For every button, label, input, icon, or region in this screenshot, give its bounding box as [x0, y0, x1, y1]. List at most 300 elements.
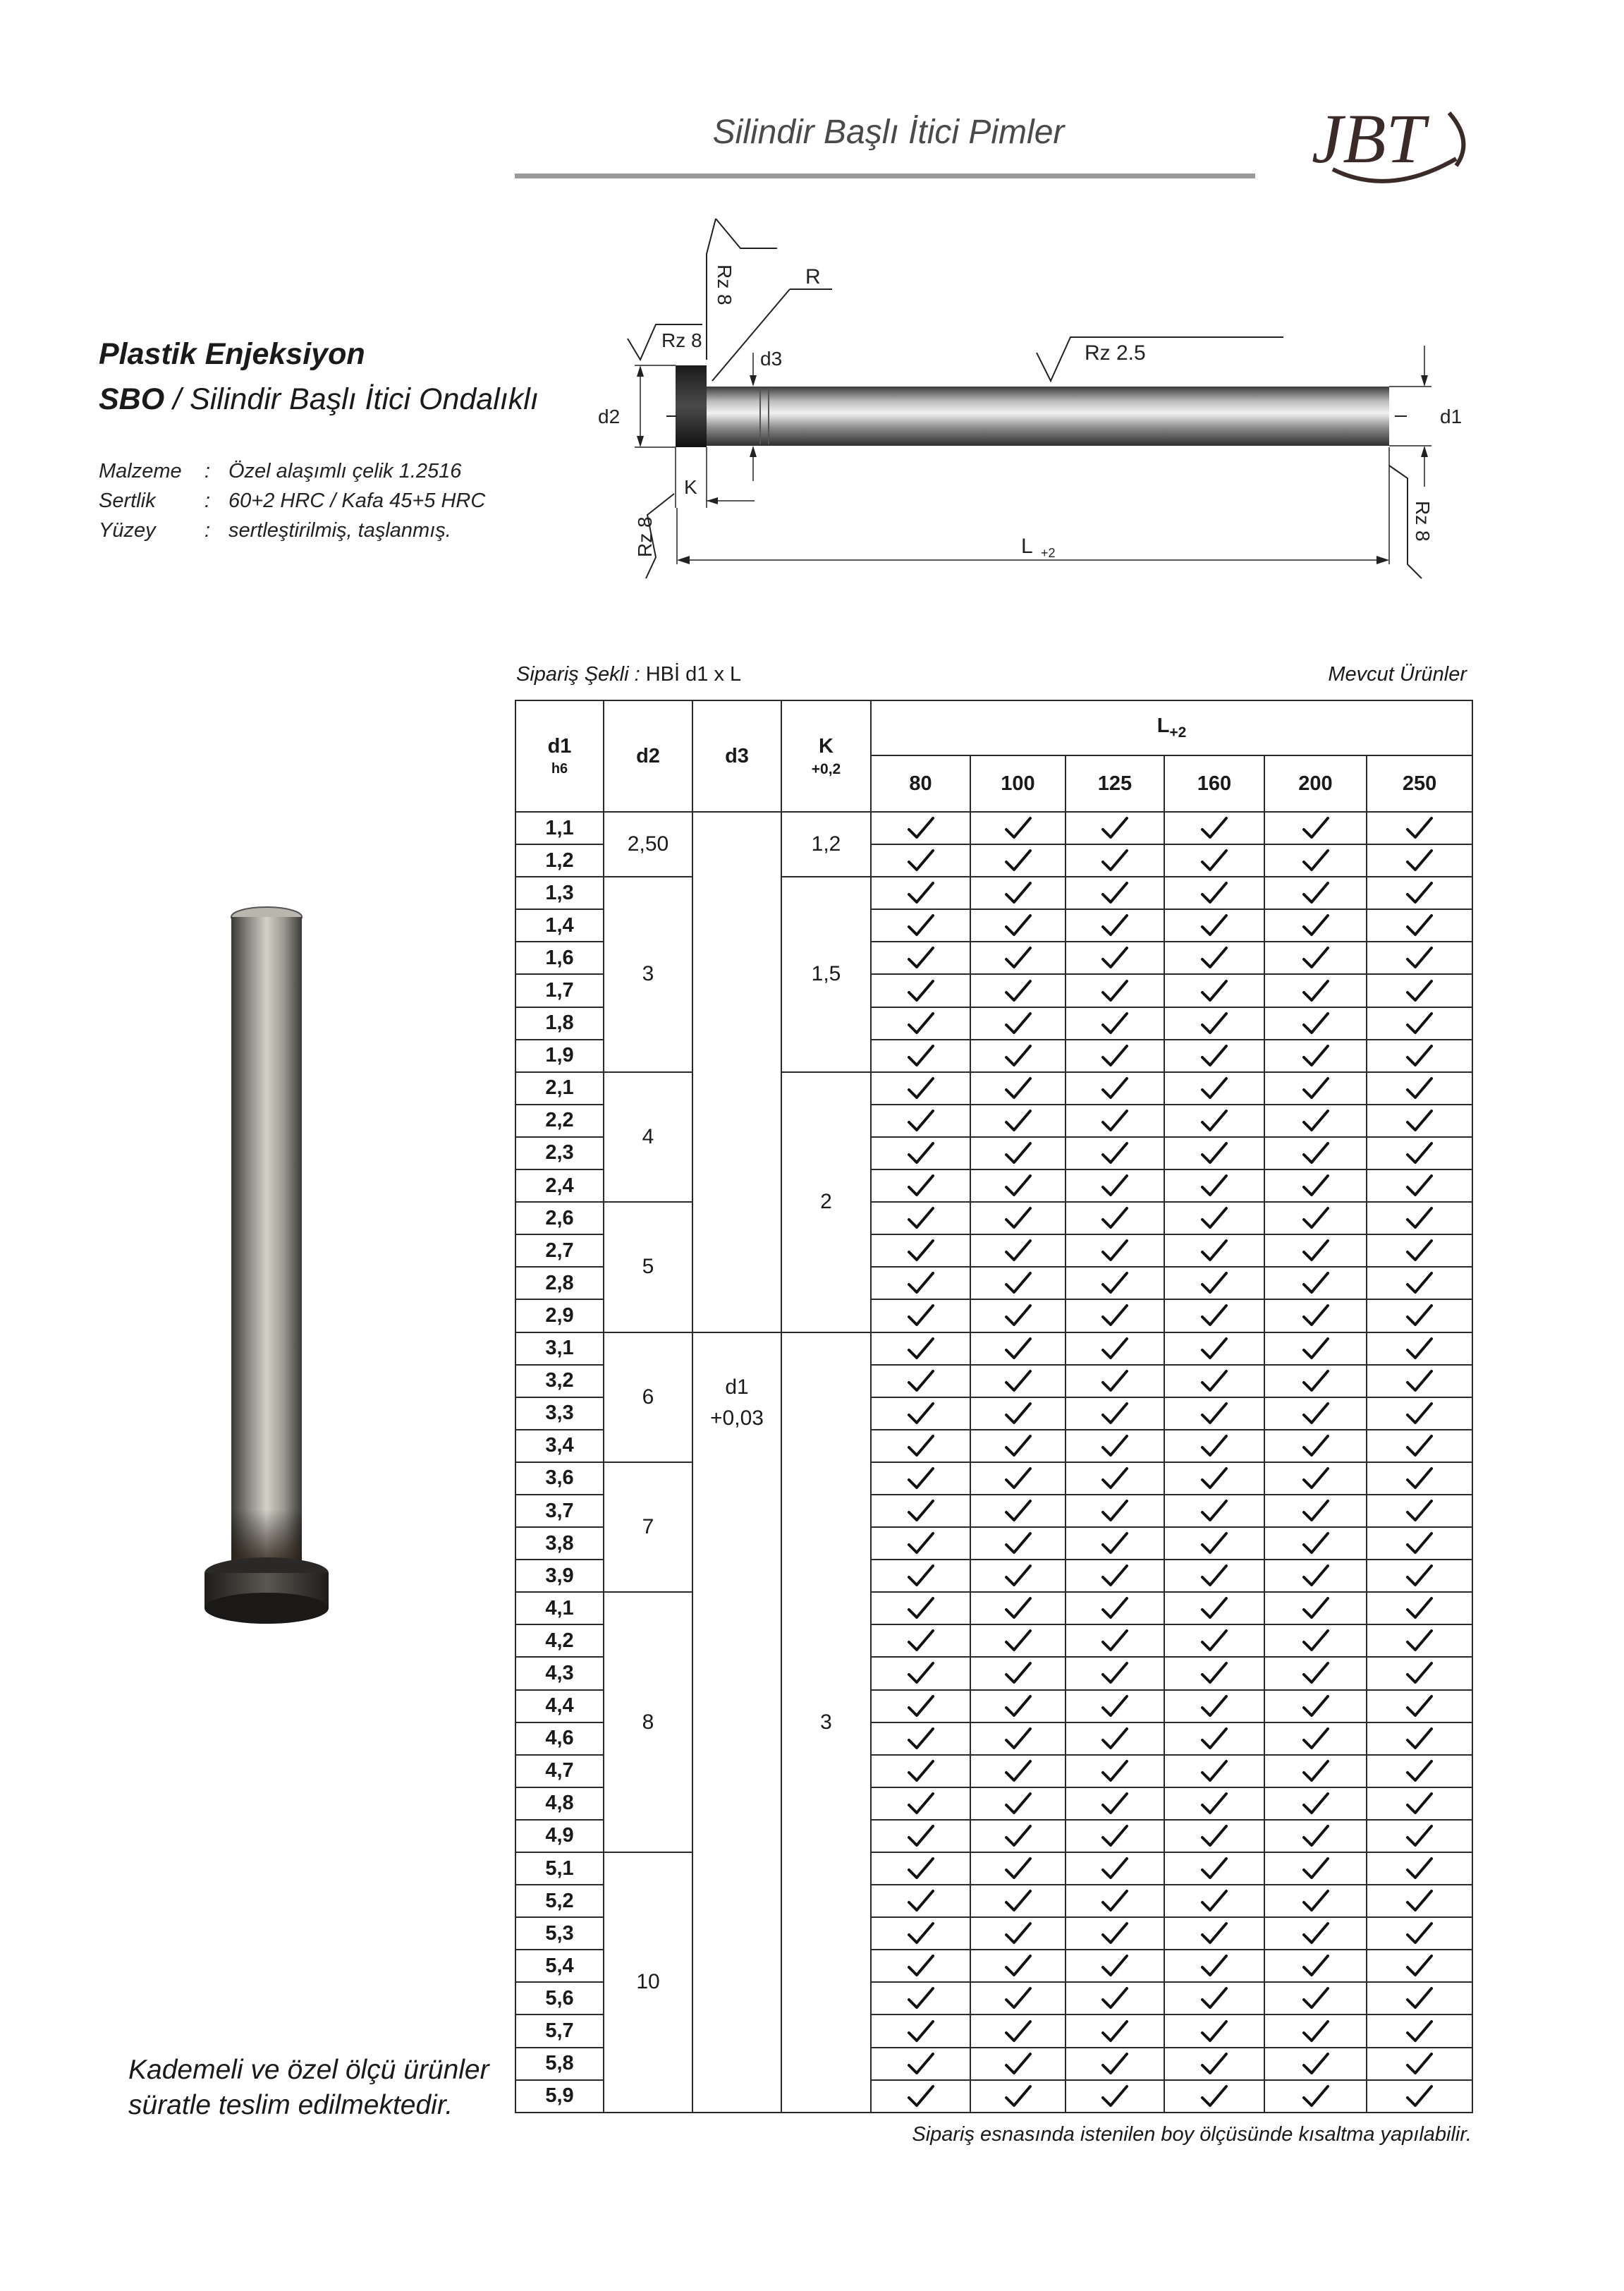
d1-value: 3,1 — [515, 1332, 604, 1365]
availability-cell-250 — [1367, 2080, 1472, 2113]
check-icon — [1004, 979, 1032, 1003]
availability-cell-80 — [871, 1430, 970, 1462]
check-icon — [1200, 849, 1228, 873]
availability-cell-100 — [970, 1787, 1066, 1820]
availability-cell-250 — [1367, 1495, 1472, 1527]
check-icon — [1302, 1402, 1330, 1426]
check-icon — [1004, 2052, 1032, 2076]
availability-cell-160 — [1164, 1105, 1264, 1137]
pin-head — [676, 365, 707, 447]
check-icon — [1405, 1044, 1434, 1068]
availability-cell-200 — [1264, 2015, 1367, 2047]
availability-cell-125 — [1066, 942, 1164, 974]
check-icon — [1004, 1337, 1032, 1361]
check-icon — [1004, 1661, 1032, 1685]
d1-value: 5,9 — [515, 2080, 604, 2113]
check-icon — [1405, 1304, 1434, 1327]
check-icon — [1302, 2019, 1330, 2043]
availability-cell-80 — [871, 1755, 970, 1787]
availability-cell-160 — [1164, 974, 1264, 1007]
d1-value: 3,2 — [515, 1365, 604, 1397]
d1-value: 4,1 — [515, 1592, 604, 1624]
availability-cell-160 — [1164, 1299, 1264, 1332]
availability-cell-200 — [1264, 844, 1367, 877]
d1-value: 1,8 — [515, 1007, 604, 1040]
availability-cell-200 — [1264, 1267, 1367, 1299]
availability-cell-80 — [871, 1657, 970, 1689]
check-icon — [1004, 1369, 1032, 1393]
promo-text — [128, 2053, 489, 2123]
check-icon — [907, 1141, 935, 1165]
availability-cell-125 — [1066, 1885, 1164, 1917]
d1-value: 5,4 — [515, 1950, 604, 1982]
check-icon — [1302, 1239, 1330, 1263]
rz-head-face: Rz 8 — [661, 329, 702, 351]
availability-cell-160 — [1164, 1332, 1264, 1365]
check-icon — [1302, 1174, 1330, 1198]
check-icon — [1101, 1694, 1129, 1718]
availability-cell-200 — [1264, 1365, 1367, 1397]
availability-cell-125 — [1066, 1852, 1164, 1885]
availability-cell-80 — [871, 2015, 970, 2047]
check-icon — [907, 1499, 935, 1523]
product-code: SBO — [99, 382, 165, 416]
d1-value: 1,2 — [515, 844, 604, 877]
check-icon — [907, 1206, 935, 1230]
availability-cell-200 — [1264, 1040, 1367, 1072]
check-icon — [1004, 1174, 1032, 1198]
availability-cell-80 — [871, 942, 970, 974]
check-icon — [1405, 1402, 1434, 1426]
availability-cell-125 — [1066, 1787, 1164, 1820]
check-icon — [1200, 1337, 1228, 1361]
d2-value: 3 — [604, 877, 692, 1072]
availability-cell-200 — [1264, 877, 1367, 909]
availability-cell-125 — [1066, 2048, 1164, 2080]
length-header-100: 100 — [970, 755, 1066, 812]
availability-cell-80 — [871, 1267, 970, 1299]
check-icon — [1004, 1986, 1032, 2010]
product-category: Plastik Enjeksiyon — [99, 337, 365, 371]
availability-cell-160 — [1164, 1040, 1264, 1072]
d1-value: 5,6 — [515, 1982, 604, 2015]
check-icon — [1101, 1466, 1129, 1490]
d1-value: 1,4 — [515, 909, 604, 942]
availability-cell-200 — [1264, 1982, 1367, 2015]
availability-cell-160 — [1164, 1202, 1264, 1234]
availability-cell-160 — [1164, 1592, 1264, 1624]
check-icon — [1405, 1109, 1434, 1133]
check-icon — [1302, 1727, 1330, 1751]
d1-value: 1,6 — [515, 942, 604, 974]
check-icon — [1405, 1174, 1434, 1198]
check-icon — [1302, 1531, 1330, 1555]
availability-cell-200 — [1264, 1852, 1367, 1885]
d1-value: 5,3 — [515, 1917, 604, 1950]
check-icon — [907, 1174, 935, 1198]
check-icon — [907, 1044, 935, 1068]
availability-cell-160 — [1164, 1527, 1264, 1560]
check-icon — [1004, 1076, 1032, 1100]
rz-bottom-left: Rz 8 — [634, 516, 656, 557]
check-icon — [1302, 1629, 1330, 1653]
availability-cell-160 — [1164, 844, 1264, 877]
k-value: 2 — [781, 1072, 871, 1332]
d2-value: 6 — [604, 1332, 692, 1462]
availability-cell-100 — [970, 1462, 1066, 1495]
check-icon — [1200, 1921, 1228, 1945]
availability-cell-200 — [1264, 1755, 1367, 1787]
availability-cell-200 — [1264, 812, 1367, 844]
check-icon — [1200, 2019, 1228, 2043]
availability-cell-200 — [1264, 1202, 1367, 1234]
availability-cell-160 — [1164, 1462, 1264, 1495]
availability-cell-250 — [1367, 1430, 1472, 1462]
check-icon — [1200, 1629, 1228, 1653]
check-icon — [907, 1304, 935, 1327]
d1-value: 2,9 — [515, 1299, 604, 1332]
availability-cell-160 — [1164, 1365, 1264, 1397]
d1-value: 3,7 — [515, 1495, 604, 1527]
availability-cell-250 — [1367, 812, 1472, 844]
check-icon — [1200, 1044, 1228, 1068]
availability-cell-100 — [970, 812, 1066, 844]
availability-cell-200 — [1264, 1950, 1367, 1982]
check-icon — [907, 1109, 935, 1133]
d1-value: 3,6 — [515, 1462, 604, 1495]
availability-cell-125 — [1066, 1950, 1164, 1982]
length-header-160: 160 — [1164, 755, 1264, 812]
availability-cell-125 — [1066, 909, 1164, 942]
check-icon — [1004, 1271, 1032, 1295]
d1-value: 5,7 — [515, 2015, 604, 2047]
check-icon — [1004, 1499, 1032, 1523]
availability-cell-125 — [1066, 1982, 1164, 2015]
availability-cell-125 — [1066, 1917, 1164, 1950]
availability-cell-160 — [1164, 942, 1264, 974]
promo-line-2: süratle teslim edilmektedir. — [128, 2090, 453, 2120]
availability-cell-80 — [871, 1462, 970, 1495]
availability-cell-200 — [1264, 2048, 1367, 2080]
check-icon — [1302, 1661, 1330, 1685]
availability-cell-160 — [1164, 1982, 1264, 2015]
check-icon — [1302, 1304, 1330, 1327]
availability-cell-160 — [1164, 1917, 1264, 1950]
d1-value: 5,8 — [515, 2048, 604, 2080]
availability-cell-160 — [1164, 1169, 1264, 1202]
header-divider — [515, 174, 1255, 178]
availability-cell-200 — [1264, 1624, 1367, 1657]
check-icon — [907, 979, 935, 1003]
check-icon — [1405, 1076, 1434, 1100]
check-icon — [1200, 1011, 1228, 1035]
check-icon — [1405, 1531, 1434, 1555]
availability-cell-250 — [1367, 1007, 1472, 1040]
d1-value: 4,4 — [515, 1690, 604, 1722]
check-icon — [907, 1857, 935, 1880]
dim-k: K — [684, 476, 697, 498]
check-icon — [907, 1954, 935, 1978]
check-icon — [907, 1889, 935, 1913]
d1-value: 2,3 — [515, 1137, 604, 1169]
check-icon — [1302, 913, 1330, 937]
dim-d1: d1 — [1440, 406, 1463, 427]
check-icon — [1101, 1792, 1129, 1816]
check-icon — [1405, 1271, 1434, 1295]
check-icon — [1302, 1792, 1330, 1816]
check-icon — [1200, 881, 1228, 905]
check-icon — [907, 1239, 935, 1263]
check-icon — [1101, 1661, 1129, 1685]
dim-d2: d2 — [598, 406, 621, 427]
availability-cell-125 — [1066, 1169, 1164, 1202]
availability-cell-100 — [970, 1430, 1066, 1462]
check-icon — [1101, 1531, 1129, 1555]
logo-text: JBT — [1312, 99, 1426, 178]
check-icon — [1200, 946, 1228, 970]
check-icon — [1200, 1434, 1228, 1458]
col-header-d1: d1 h6 — [515, 700, 604, 812]
check-icon — [1004, 1824, 1032, 1848]
availability-cell-125 — [1066, 844, 1164, 877]
availability-cell-100 — [970, 2015, 1066, 2047]
check-icon — [1200, 1109, 1228, 1133]
d1-value: 3,3 — [515, 1397, 604, 1430]
availability-cell-250 — [1367, 1169, 1472, 1202]
availability-cell-200 — [1264, 1690, 1367, 1722]
availability-cell-200 — [1264, 1592, 1367, 1624]
availability-cell-250 — [1367, 1202, 1472, 1234]
check-icon — [907, 1986, 935, 2010]
availability-cell-125 — [1066, 1527, 1164, 1560]
check-icon — [1101, 1759, 1129, 1783]
length-tolerance: +2 — [1169, 724, 1187, 741]
dim-d3: d3 — [760, 348, 783, 370]
availability-cell-80 — [871, 974, 970, 1007]
availability-cell-125 — [1066, 1462, 1164, 1495]
availability-cell-160 — [1164, 1722, 1264, 1755]
availability-cell-80 — [871, 1397, 970, 1430]
check-icon — [1302, 1369, 1330, 1393]
jbt-logo — [1305, 92, 1474, 198]
col-header-length: $L_{+2}$ — [871, 700, 1472, 755]
availability-cell-100 — [970, 1527, 1066, 1560]
check-icon — [1200, 1954, 1228, 1978]
check-icon — [1004, 1434, 1032, 1458]
check-icon — [1405, 2052, 1434, 2076]
check-icon — [1405, 1499, 1434, 1523]
check-icon — [1101, 1206, 1129, 1230]
availability-cell-125 — [1066, 2015, 1164, 2047]
availability-cell-80 — [871, 1299, 970, 1332]
availability-cell-160 — [1164, 1755, 1264, 1787]
check-icon — [1200, 1792, 1228, 1816]
available-products-label: Mevcut Ürünler — [1328, 663, 1467, 686]
availability-cell-160 — [1164, 1137, 1264, 1169]
availability-cell-125 — [1066, 1267, 1164, 1299]
availability-cell-250 — [1367, 1950, 1472, 1982]
check-icon — [1405, 1727, 1434, 1751]
availability-cell-100 — [970, 1917, 1066, 1950]
dim-length: L — [1021, 535, 1033, 558]
check-icon — [1101, 1727, 1129, 1751]
availability-cell-200 — [1264, 1885, 1367, 1917]
promo-line-1: Kademeli ve özel ölçü ürünler — [128, 2055, 489, 2085]
check-icon — [1004, 1141, 1032, 1165]
check-icon — [907, 1629, 935, 1653]
availability-cell-250 — [1367, 1234, 1472, 1267]
check-icon — [907, 1596, 935, 1620]
availability-cell-250 — [1367, 1917, 1472, 1950]
check-icon — [1405, 1921, 1434, 1945]
check-icon — [1302, 1141, 1330, 1165]
availability-cell-100 — [970, 1592, 1066, 1624]
availability-cell-80 — [871, 1690, 970, 1722]
availability-cell-125 — [1066, 1299, 1164, 1332]
d1-value: 5,2 — [515, 1885, 604, 1917]
availability-cell-250 — [1367, 1787, 1472, 1820]
check-icon — [1004, 2019, 1032, 2043]
availability-cell-250 — [1367, 1852, 1472, 1885]
check-icon — [907, 2084, 935, 2108]
check-icon — [1405, 1661, 1434, 1685]
rz-head-top: Rz 8 — [714, 265, 735, 305]
check-icon — [1302, 1011, 1330, 1035]
availability-cell-100 — [970, 974, 1066, 1007]
length-header-250: 250 — [1367, 755, 1472, 812]
check-icon — [907, 1759, 935, 1783]
check-icon — [1200, 1304, 1228, 1327]
availability-cell-200 — [1264, 1495, 1367, 1527]
check-icon — [1405, 1206, 1434, 1230]
check-icon — [1405, 1954, 1434, 1978]
availability-cell-100 — [970, 1560, 1066, 1592]
check-icon — [1101, 1857, 1129, 1880]
availability-cell-80 — [871, 1624, 970, 1657]
check-icon — [1004, 1889, 1032, 1913]
table-row — [515, 1202, 1472, 1234]
check-icon — [1200, 913, 1228, 937]
d1-value: 1,3 — [515, 877, 604, 909]
radius-label: R — [805, 265, 821, 288]
availability-cell-80 — [871, 1365, 970, 1397]
availability-cell-160 — [1164, 1397, 1264, 1430]
availability-cell-200 — [1264, 2080, 1367, 2113]
check-icon — [1101, 1564, 1129, 1588]
pin-photo — [204, 903, 338, 1636]
availability-cell-160 — [1164, 1267, 1264, 1299]
check-icon — [1101, 2019, 1129, 2043]
availability-cell-100 — [970, 1332, 1066, 1365]
availability-cell-80 — [871, 1332, 970, 1365]
availability-cell-80 — [871, 877, 970, 909]
check-icon — [1004, 1531, 1032, 1555]
check-icon — [1101, 816, 1129, 840]
availability-cell-250 — [1367, 2015, 1472, 2047]
check-icon — [1302, 1564, 1330, 1588]
d1-value: 2,6 — [515, 1202, 604, 1234]
check-icon — [1004, 1402, 1032, 1426]
availability-cell-200 — [1264, 1820, 1367, 1852]
check-icon — [1101, 1304, 1129, 1327]
check-icon — [1302, 1044, 1330, 1068]
availability-cell-200 — [1264, 1234, 1367, 1267]
check-icon — [1302, 1271, 1330, 1295]
d1-value: 4,7 — [515, 1755, 604, 1787]
d1-value: 3,8 — [515, 1527, 604, 1560]
check-icon — [1004, 1304, 1032, 1327]
availability-cell-250 — [1367, 1982, 1472, 2015]
check-icon — [1200, 1239, 1228, 1263]
check-icon — [1302, 1986, 1330, 2010]
d1-value: 2,7 — [515, 1234, 604, 1267]
check-icon — [1405, 1792, 1434, 1816]
check-icon — [907, 1531, 935, 1555]
availability-cell-250 — [1367, 1105, 1472, 1137]
availability-cell-160 — [1164, 1885, 1264, 1917]
table-row — [515, 1462, 1472, 1495]
availability-cell-125 — [1066, 812, 1164, 844]
check-icon — [1405, 1596, 1434, 1620]
col-header-d3: d3 — [692, 700, 781, 812]
availability-cell-200 — [1264, 1430, 1367, 1462]
check-icon — [1101, 1271, 1129, 1295]
check-icon — [1101, 1824, 1129, 1848]
availability-cell-160 — [1164, 1820, 1264, 1852]
check-icon — [1004, 1109, 1032, 1133]
availability-cell-200 — [1264, 1560, 1367, 1592]
check-icon — [1302, 1109, 1330, 1133]
availability-cell-250 — [1367, 974, 1472, 1007]
availability-cell-80 — [871, 1072, 970, 1105]
availability-cell-200 — [1264, 1397, 1367, 1430]
availability-cell-100 — [970, 2080, 1066, 2113]
check-icon — [1200, 816, 1228, 840]
d2-value: 10 — [604, 1852, 692, 2113]
check-icon — [1405, 979, 1434, 1003]
d1-value: 4,2 — [515, 1624, 604, 1657]
availability-cell-250 — [1367, 1299, 1472, 1332]
availability-cell-160 — [1164, 1495, 1264, 1527]
availability-cell-200 — [1264, 942, 1367, 974]
availability-cell-125 — [1066, 1040, 1164, 1072]
check-icon — [1004, 1857, 1032, 1880]
length-header-80: 80 — [871, 755, 970, 812]
availability-cell-250 — [1367, 2048, 1472, 2080]
check-icon — [1101, 1239, 1129, 1263]
table-row — [515, 877, 1472, 909]
availability-cell-250 — [1367, 1397, 1472, 1430]
availability-cell-160 — [1164, 1072, 1264, 1105]
d1-value: 2,1 — [515, 1072, 604, 1105]
availability-cell-160 — [1164, 2048, 1264, 2080]
availability-cell-250 — [1367, 942, 1472, 974]
availability-cell-125 — [1066, 1332, 1164, 1365]
availability-cell-80 — [871, 1722, 970, 1755]
dimension-table — [515, 700, 1473, 2113]
k-value: 1,5 — [781, 877, 871, 1072]
availability-cell-160 — [1164, 1787, 1264, 1820]
availability-cell-100 — [970, 1690, 1066, 1722]
check-icon — [1302, 2084, 1330, 2108]
check-icon — [1200, 1889, 1228, 1913]
check-icon — [1200, 1857, 1228, 1880]
availability-cell-160 — [1164, 877, 1264, 909]
d1-value: 1,1 — [515, 812, 604, 844]
check-icon — [1405, 1466, 1434, 1490]
availability-cell-80 — [871, 812, 970, 844]
availability-cell-125 — [1066, 1072, 1164, 1105]
